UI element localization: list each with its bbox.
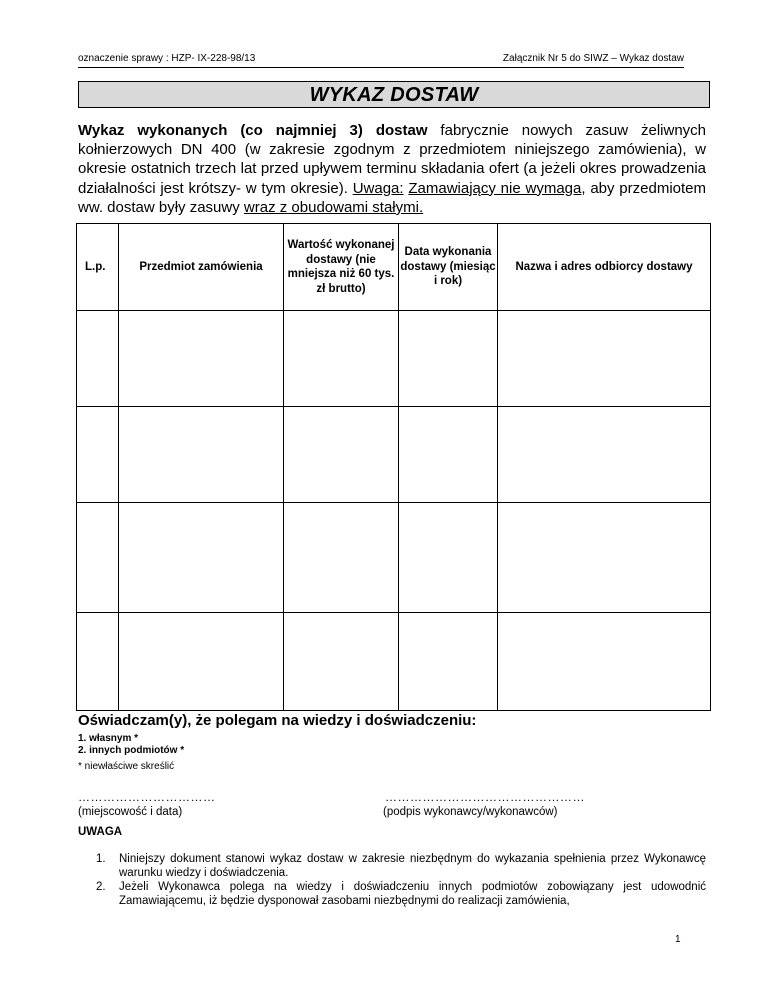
- header-divider: [78, 67, 684, 68]
- col-header-subject: Przedmiot zamówienia: [119, 224, 284, 311]
- col-header-value: Wartość wykonanej dostawy (nie mniejsza niż 60 tys. zł brutto): [284, 224, 399, 311]
- table-cell[interactable]: [119, 613, 284, 711]
- note-number: 1.: [96, 853, 106, 865]
- table-cell[interactable]: [77, 407, 119, 503]
- signature-label: (podpis wykonawcy/wykonawców): [383, 806, 558, 818]
- table-cell[interactable]: [399, 503, 498, 613]
- note-text: Niniejszy dokument stanowi wykaz dostaw w zakresie niezbędnym do wykazania spełnienia przez Wykonawcę warunku wiedzy i doświadczenia.: [119, 853, 706, 879]
- table-row: [77, 407, 711, 503]
- note-text: Jeżeli Wykonawca polega na wiedzy i doświadczeniu innych podmiotów zobowiązany jest udowodnić Zamawiającemu, iż będzie dysponował zasobami niezbędnymi do realizacji zamówienia,: [119, 881, 706, 907]
- table-cell[interactable]: [77, 613, 119, 711]
- intro-uwaga-text: Zamawiający nie wymaga,: [408, 179, 586, 197]
- deliveries-table: [76, 223, 711, 711]
- page-title: WYKAZ DOSTAW: [309, 84, 479, 106]
- intro-bold: Wykaz wykonanych (co najmniej 3) dostaw: [78, 122, 428, 139]
- table-cell[interactable]: [77, 503, 119, 613]
- table-row: [77, 613, 711, 711]
- table-cell[interactable]: [399, 407, 498, 503]
- note-number: 2.: [96, 881, 106, 894]
- notes-list: [78, 853, 706, 909]
- table-header-row: [77, 224, 711, 311]
- place-date-label: (miejscowość i data): [78, 806, 183, 818]
- intro-underlined-end: wraz z obudowami stałymi.: [243, 198, 424, 216]
- table-cell[interactable]: [498, 311, 711, 407]
- col-header-lp: L.p.: [77, 224, 119, 311]
- table-cell[interactable]: [284, 407, 399, 503]
- table-cell[interactable]: [399, 613, 498, 711]
- signature-line[interactable]: …………………………………………: [385, 790, 585, 804]
- table-cell[interactable]: [119, 311, 284, 407]
- case-reference: oznaczenie sprawy : HZP- IX-228-98/13: [78, 53, 256, 64]
- table-row: [77, 311, 711, 407]
- table-cell[interactable]: [498, 613, 711, 711]
- table-cell[interactable]: [399, 311, 498, 407]
- list-item: [78, 881, 706, 908]
- title-box: [78, 81, 710, 108]
- page-header: [78, 53, 684, 67]
- col-header-recipient: Nazwa i adres odbiorcy dostawy: [498, 224, 711, 311]
- declaration-footnote: * niewłaściwe skreślić: [78, 761, 175, 772]
- table-cell[interactable]: [119, 407, 284, 503]
- declaration-option-own: 1. własnym *: [78, 733, 139, 744]
- intro-uwaga-label: Uwaga:: [352, 179, 404, 197]
- table-cell[interactable]: [284, 503, 399, 613]
- col-header-date: Data wykonania dostawy (miesiąc i rok): [399, 224, 498, 311]
- intro-paragraph: [78, 121, 706, 217]
- table-cell[interactable]: [498, 503, 711, 613]
- table-cell[interactable]: [284, 311, 399, 407]
- intro-text-1: fabrycznie nowych zasuw żeliwnych kołnierzowych DN 400 (w zakresie zgodnym z przedmiotem niniejszego zamówienia), w okresie ostatnich trzech lat przed upływem terminu składania ofert (a jeżeli okres prowadzenia działalności jest krótszy- w tym okresie).: [78, 122, 707, 197]
- declaration-option-others: 2. innych podmiotów *: [78, 745, 185, 756]
- list-item: [78, 853, 706, 880]
- table-cell[interactable]: [119, 503, 284, 613]
- place-date-line[interactable]: ……………………………: [78, 790, 216, 804]
- intro-text-2: aby przedmiotem ww. dostaw były zasuwy: [78, 179, 707, 216]
- table-row: [77, 503, 711, 613]
- declaration-title: Oświadczam(y), że polegam na wiedzy i doświadczeniu:: [78, 712, 477, 729]
- table-cell[interactable]: [498, 407, 711, 503]
- attachment-label: Załącznik Nr 5 do SIWZ – Wykaz dostaw: [502, 53, 684, 64]
- page-number: 1: [675, 934, 681, 945]
- table-cell[interactable]: [284, 613, 399, 711]
- notes-title: UWAGA: [78, 826, 123, 838]
- table-cell[interactable]: [77, 311, 119, 407]
